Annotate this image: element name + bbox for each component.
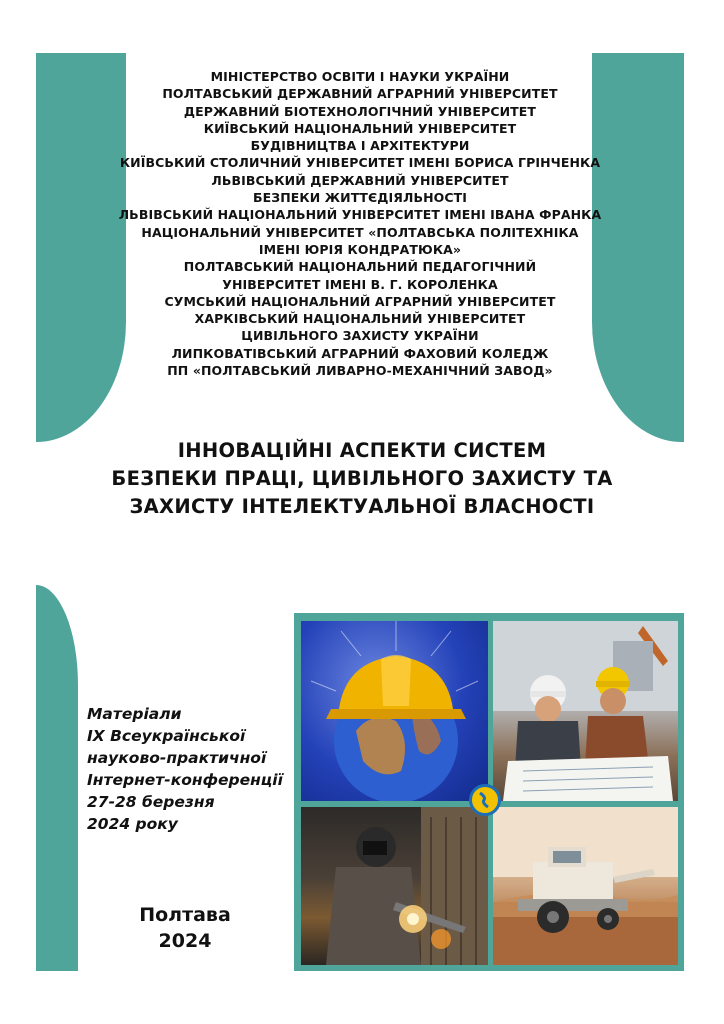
materials-line: Інтернет-конференції [87,771,283,789]
organizer-line: БУДІВНИЦТВА І АРХІТЕКТУРИ [250,138,470,154]
organizer-line: ЦИВІЛЬНОГО ЗАХИСТУ УКРАЇНИ [241,328,479,344]
organizer-line: ХАРКІВСЬКИЙ НАЦІОНАЛЬНИЙ УНІВЕРСИТЕТ [194,311,526,327]
organizer-line: КИЇВСЬКИЙ СТОЛИЧНИЙ УНІВЕРСИТЕТ ІМЕНІ БОРИСА ГРІНЧЕНКА [119,155,601,171]
conference-title [60,437,664,521]
materials-line: IX Всеукраїнської [87,727,246,745]
organizer-line: КИЇВСЬКИЙ НАЦІОНАЛЬНИЙ УНІВЕРСИТЕТ [203,120,517,136]
title-line: ЗАХИСТУ ІНТЕЛЕКТУАЛЬНОЇ ВЛАСНОСТІ [129,495,595,518]
organizer-line: ПП «ПОЛТАВСЬКИЙ ЛИВАРНО-МЕХАНІЧНИЙ ЗАВОД» [167,363,553,379]
organizer-line: БЕЗПЕКИ ЖИТТЄДІЯЛЬНОСТІ [252,190,468,206]
logo-emblem-icon [472,787,498,813]
engineers-illustration [493,621,678,801]
organizer-line: УНІВЕРСИТЕТ ІМЕНІ В. Г. КОРОЛЕНКА [222,276,498,292]
organizer-line: НАЦІОНАЛЬНИЙ УНІВЕРСИТЕТ «ПОЛТАВСЬКА ПОЛІТЕХНІКА [141,224,579,240]
materials-line: науково-практичної [87,749,267,767]
organizer-line: ДЕРЖАВНИЙ БІОТЕХНОЛОГІЧНИЙ УНІВЕРСИТЕТ [183,103,537,119]
materials-line: 27-28 березня [87,793,215,811]
organizer-line: ІМЕНІ ЮРІЯ КОНДРАТЮКА» [258,241,462,257]
decorative-teal-shape-bottom-left [36,585,78,971]
organizer-line: ПОЛТАВСЬКИЙ ДЕРЖАВНИЙ АГРАРНИЙ УНІВЕРСИТЕТ [162,86,558,102]
city-name: Полтава [139,904,231,926]
harvester-photo [493,807,678,965]
title-line: БЕЗПЕКИ ПРАЦІ, ЦИВІЛЬНОГО ЗАХИСТУ ТА [111,467,613,490]
organizer-line: ПОЛТАВСЬКИЙ НАЦІОНАЛЬНИЙ ПЕДАГОГІЧНИЙ [183,259,537,275]
harvester-illustration [493,807,678,965]
organizer-line: СУМСЬКИЙ НАЦІОНАЛЬНИЙ АГРАРНИЙ УНІВЕРСИТЕТ [164,293,556,309]
organizers-list [110,68,610,379]
helmet-globe-photo [301,621,488,801]
publication-year: 2024 [158,930,212,952]
materials-line: Матеріали [87,705,182,723]
helmet-globe-illustration [301,621,488,801]
organizer-line: МІНІСТЕРСТВО ОСВІТИ І НАУКИ УКРАЇНИ [210,69,510,84]
organizer-line: ЛЬВІВСЬКИЙ ДЕРЖАВНИЙ УНІВЕРСИТЕТ [211,172,509,188]
organizer-line: ЛИПКОВАТІВСЬКИЙ АГРАРНИЙ ФАХОВИЙ КОЛЕДЖ [171,345,549,361]
materials-line: 2024 року [87,815,178,833]
engineers-blueprint-photo [493,621,678,801]
photo-collage [294,613,684,971]
publication-place-year [120,902,250,954]
conference-materials-info [87,703,297,835]
title-line: ІННОВАЦІЙНІ АСПЕКТИ СИСТЕМ [177,439,547,462]
welder-illustration [301,807,488,965]
organizer-line: ЛЬВІВСЬКИЙ НАЦІОНАЛЬНИЙ УНІВЕРСИТЕТ ІМЕНІ ІВАНА ФРАНКА [118,207,602,223]
university-logo-badge [469,784,501,816]
welder-photo [301,807,488,965]
